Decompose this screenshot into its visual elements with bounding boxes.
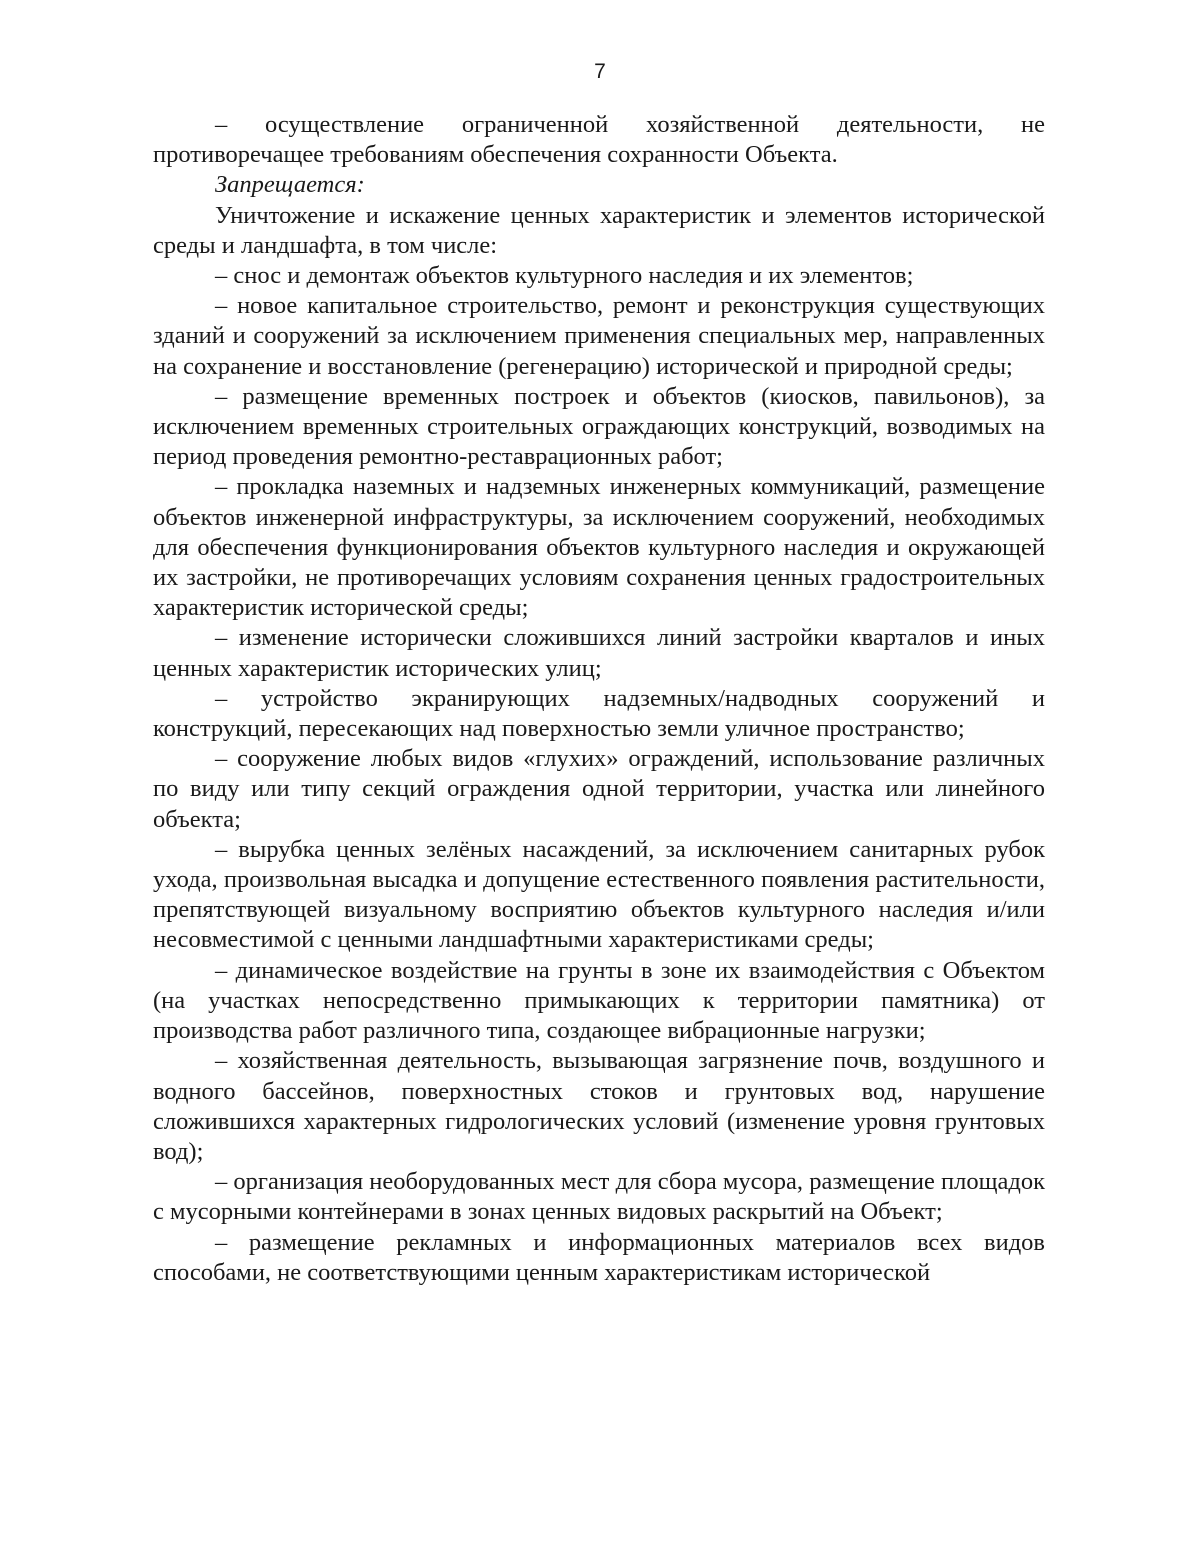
list-item: – устройство экранирующих надземных/надводных сооружений и конструкций, пересекающих над поверхностью земли уличное пространство; [153, 684, 1045, 743]
list-item: – новое капитальное строительство, ремонт и реконструкция существующих зданий и сооружений за исключением применения специальных мер, направленных на сохранение и восстановление (регенерацию) исторической и природной среды; [153, 292, 1045, 380]
section-heading-prohibited: Запрещается: [215, 171, 365, 199]
list-item: – вырубка ценных зелёных насаждений, за исключением санитарных рубок ухода, произвольная высадка и допущение естественного появления растительности, препятствующей визуальному восприятию объектов культурного наследия и/или несовместимой с ценными ландшафтными характеристиками среды; [153, 835, 1045, 954]
list-item: – изменение исторически сложившихся линий застройки кварталов и иных ценных характеристик исторических улиц; [153, 624, 1045, 682]
list-item: – сооружение любых видов «глухих» ограждений, использование различных по виду или типу секций ограждения одной территории, участка или линейного объекта; [153, 745, 1045, 833]
document-body [153, 110, 1045, 1288]
list-item: – прокладка наземных и надземных инженерных коммуникаций, размещение объектов инженерной инфраструктуры, за исключением сооружений, необходимых для обеспечения функционирования объектов культурного наследия и окружающей их застройки, не противоречащих условиям сохранения ценных градостроительных характеристик исторической среды; [153, 473, 1045, 622]
list-item: – размещение временных построек и объектов (киосков, павильонов), за исключением временных строительных ограждающих конструкций, возводимых на период проведения ремонтно-реставрационных работ; [153, 382, 1045, 471]
list-item: – организация необорудованных мест для сбора мусора, размещение площадок с мусорными контейнерами в зонах ценных видовых раскрытий на Объект; [153, 1168, 1045, 1226]
paragraph-item: Уничтожение и искажение ценных характеристик и элементов исторической среды и ландшафта, в том числе: [153, 201, 1045, 259]
paragraph-item: – осуществление ограниченной хозяйственной деятельности, не противоречащее требованиям обеспечения сохранности Объекта. [153, 111, 1045, 169]
page-number: 7 [594, 60, 606, 83]
list-item: – хозяйственная деятельность, вызывающая загрязнение почв, воздушного и водного бассейнов, поверхностных стоков и грунтовых вод, нарушение сложившихся характерных гидрологических условий (изменение уровня грунтовых вод); [153, 1047, 1045, 1165]
list-item: – размещение рекламных и информационных материалов всех видов способами, не соответствующими ценным характеристикам исторической [153, 1228, 1045, 1286]
list-item: – снос и демонтаж объектов культурного наследия и их элементов; [215, 262, 914, 290]
list-item: – динамическое воздействие на грунты в зоне их взаимодействия с Объектом (на участках непосредственно примыкающих к территории памятника) от производства работ различного типа, создающее вибрационные нагрузки; [153, 956, 1045, 1045]
